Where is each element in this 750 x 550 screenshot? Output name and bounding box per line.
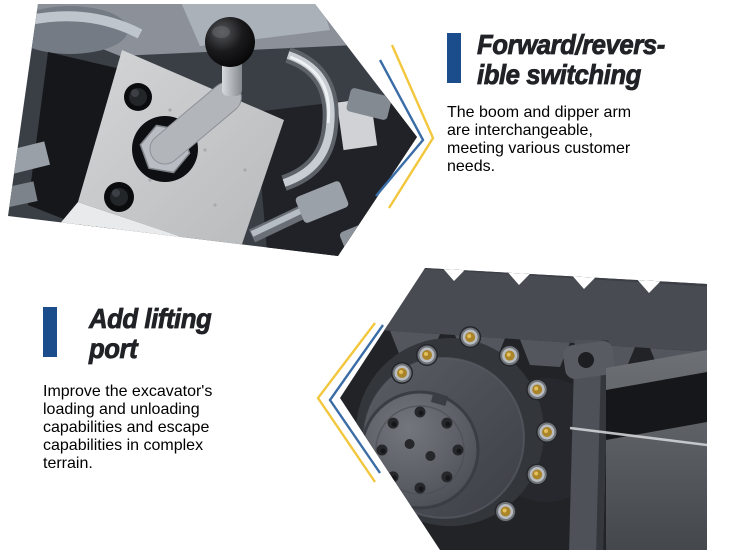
title-line: Add lifting (89, 303, 212, 334)
body-line: loading and unloading (43, 401, 200, 418)
title-line: port (89, 333, 138, 364)
body-line: needs. (447, 158, 496, 175)
accent-bar (43, 307, 57, 357)
accent-bar (447, 33, 461, 83)
chevron-right-icon (360, 38, 445, 218)
body-line: The boom and dipper arm (447, 104, 632, 121)
feature-add-lifting-port (43, 304, 343, 489)
track-motor-illustration (320, 240, 707, 550)
body-line: meeting various customer (447, 140, 631, 157)
feature-title (477, 30, 665, 90)
bolt (104, 182, 134, 212)
body-line: capabilities in complex (43, 437, 204, 454)
control-lever-photo (0, 0, 420, 262)
track-motor-photo (320, 240, 707, 550)
body-line: are interchangeable, (447, 122, 593, 139)
body-line: Improve the excavator's (43, 383, 213, 400)
control-lever-illustration (0, 0, 420, 262)
feature-forward-reversible (447, 30, 727, 192)
bolt (124, 83, 152, 111)
body-line: capabilities and escape (43, 419, 210, 436)
body-line: terrain. (43, 455, 93, 472)
title-line: ible switching (477, 59, 641, 90)
feature-title (89, 304, 211, 364)
title-line: Forward/revers- (477, 29, 665, 60)
